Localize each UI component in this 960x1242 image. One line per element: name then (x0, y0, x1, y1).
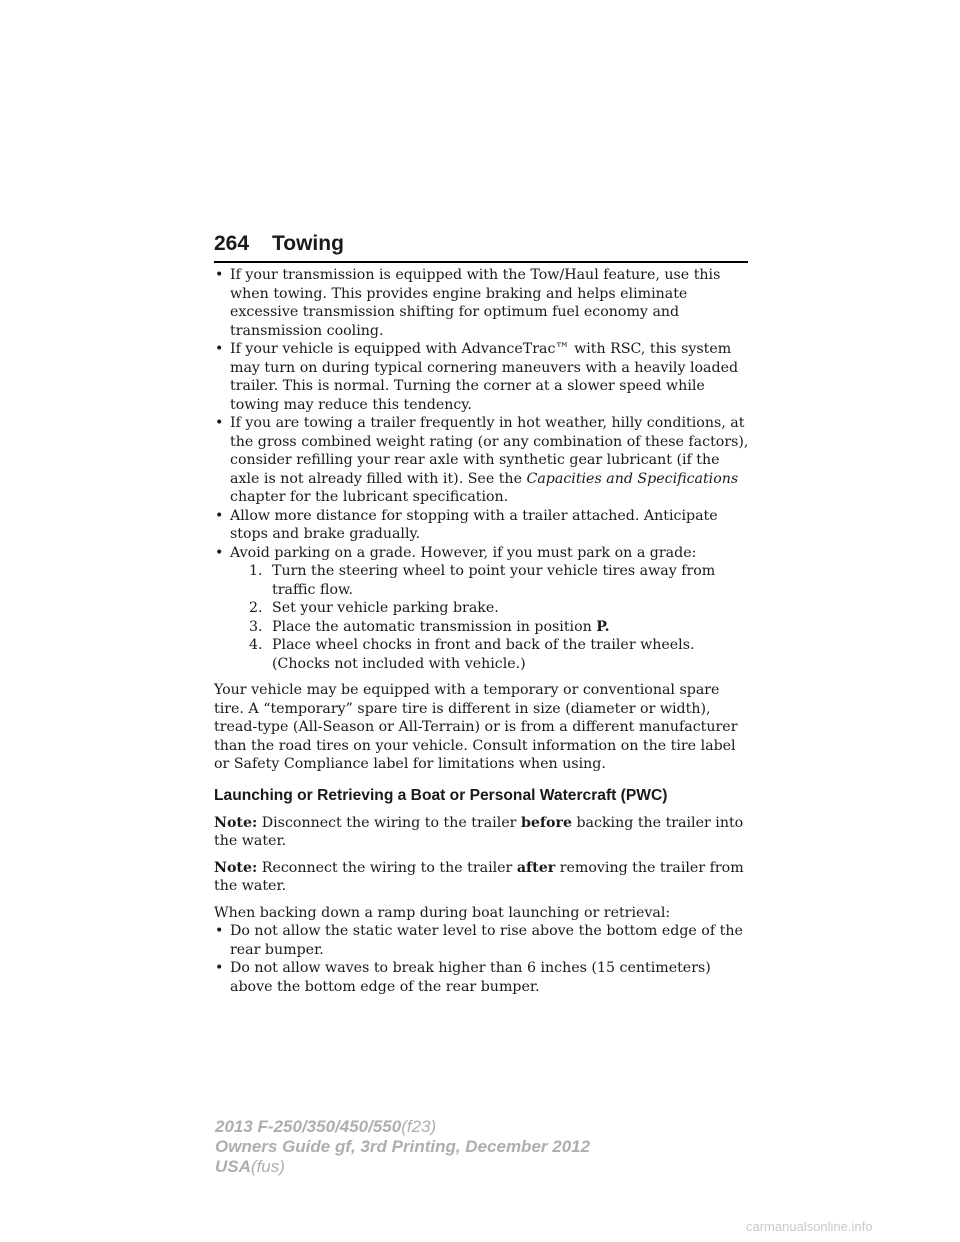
bullet-mark: • (215, 267, 224, 283)
list-item-text: If your transmission is equipped with the Tow/Haul feature, use this when towing. This provides engine braking and helps eliminate excessive transmission shifting for optimum fuel economy and transmission cooling. (230, 267, 721, 339)
model-code: (f23) (401, 1117, 437, 1136)
header-rule (214, 261, 748, 263)
parking-steps (214, 562, 750, 673)
step-number: 3. (249, 618, 263, 635)
list-item (214, 340, 750, 414)
step-item (214, 562, 750, 599)
note-text: Reconnect the wiring to the trailer (257, 859, 517, 876)
step-number: 2. (249, 600, 263, 616)
note-paragraph (214, 814, 750, 851)
list-item-text: Allow more distance for stopping with a trailer attached. Anticipate stops and brake gradually. (230, 507, 718, 542)
note-emphasis: before (520, 814, 572, 831)
section-title: Towing (272, 232, 344, 255)
boat-intro: When backing down a ramp during boat launching or retrieval: (214, 904, 671, 921)
note-text: Disconnect the wiring to the trailer (257, 814, 521, 831)
boat-section-heading: Launching or Retrieving a Boat or Personal Watercraft (PWC) (214, 786, 668, 804)
list-item (214, 959, 750, 996)
list-item (214, 414, 750, 507)
step-text: Turn the steering wheel to point your vehicle tires away from traffic flow. (272, 563, 716, 598)
page-body (214, 266, 750, 996)
bullet-mark: • (215, 341, 224, 357)
note-emphasis: after (516, 859, 556, 876)
model-years: 2013 F-250/350/450/550 (215, 1117, 402, 1136)
list-item-text: Avoid parking on a grade. However, if you must park on a grade: (230, 544, 697, 561)
bullet-mark: • (215, 415, 224, 431)
note-label: Note: (214, 859, 258, 876)
footer-line (215, 1117, 590, 1137)
list-item-text: chapter for the lubricant specification. (230, 489, 509, 505)
bullet-mark: • (215, 960, 224, 976)
market-code: (fus) (250, 1157, 285, 1176)
site-watermark: carmanualsonline.info (746, 1219, 873, 1234)
footer-line (215, 1157, 590, 1177)
page-header (214, 230, 748, 258)
bullet-mark: • (215, 923, 224, 939)
spare-tire-paragraph: Your vehicle may be equipped with a temporary or conventional spare tire. A “temporary” spare tire is different in size (diameter or width), tread-type (All-Season or All-Terrain) or is from a different manufacturer than the road tires on your vehicle. Consult information on the tire label or Safety Compliance label for limitations when using. (214, 682, 738, 772)
bullet-mark: • (215, 507, 224, 524)
footer-line: Owners Guide gf, 3rd Printing, December 2012 (215, 1137, 591, 1156)
list-item (214, 507, 750, 544)
note-label: Note: (214, 814, 258, 831)
step-number: 1. (249, 563, 263, 579)
step-item (214, 636, 750, 673)
list-item (214, 266, 750, 340)
step-text: Place wheel chocks in front and back of the trailer wheels. (Chocks not included with vehicle.) (272, 637, 695, 672)
step-text: Place the automatic transmission in position (272, 618, 597, 635)
page-footer (215, 1117, 590, 1177)
list-item (214, 544, 750, 563)
step-number: 4. (249, 637, 263, 653)
step-item (214, 599, 750, 618)
list-item (214, 922, 750, 959)
list-item-text: Do not allow the static water level to rise above the bottom edge of the rear bumper. (230, 923, 743, 958)
list-item-text: Do not allow waves to break higher than 6 inches (15 centimeters) above the bottom edge of the rear bumper. (230, 960, 711, 995)
note-text: backing the trailer into the water. (214, 814, 744, 849)
chapter-reference: Capacities and Specifications (526, 470, 739, 487)
step-item (214, 618, 750, 637)
list-item-text: If your vehicle is equipped with AdvanceTrac™ with RSC, this system may turn on during typical cornering maneuvers with a heavily loaded trailer. This is normal. Turning the corner at a slower speed while towing may reduce this tendency. (230, 341, 739, 413)
page-number: 264 (214, 232, 250, 255)
note-paragraph (214, 859, 750, 896)
bullet-mark: • (215, 544, 224, 561)
list-item-text: If you are towing a trailer frequently in hot weather, hilly conditions, at the gross combined weight rating (or any combination of these factors), consider refilling your rear axle with synthetic gear lubricant (if the axle is not already filled with it). See the (230, 415, 749, 487)
note-text: removing the trailer from the water. (214, 859, 744, 894)
market: USA (215, 1157, 251, 1176)
gear-position: P. (596, 618, 610, 635)
step-text: Set your vehicle parking brake. (272, 600, 499, 616)
